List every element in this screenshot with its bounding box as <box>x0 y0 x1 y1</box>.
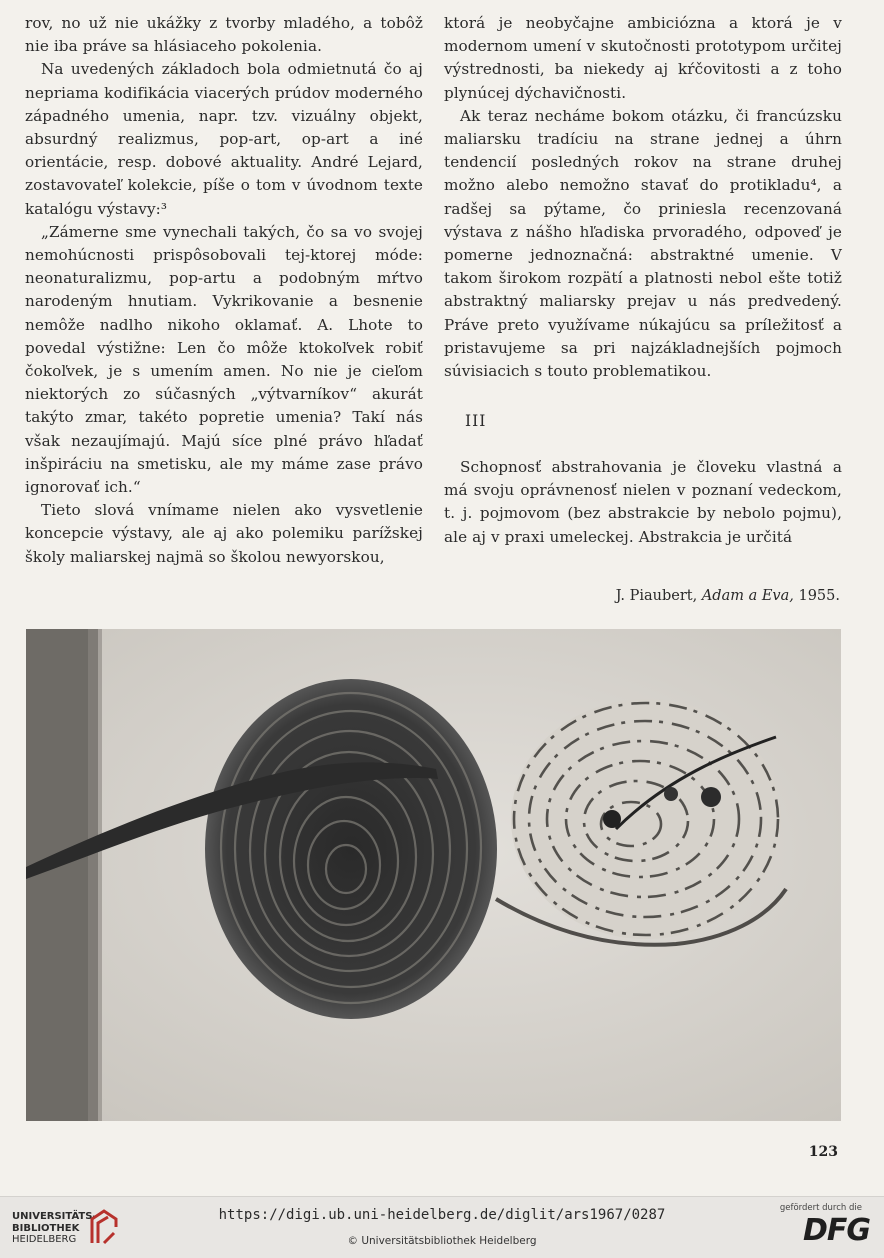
caption-author: J. Piaubert, <box>615 588 698 604</box>
funding-label: gefördert durch die <box>779 1203 862 1213</box>
paragraph: ktorá je neobyčajne ambiciózna a ktorá je v modernom umení v skutočnosti prototypom určitej výstrednosti, ba niekedy aj kŕčovitosti a z toho plynúcej dýchavičnosti. <box>444 14 842 102</box>
caption-title: Adam a Eva, <box>701 588 794 604</box>
paragraph: Tieto slová vnímame nielen ako vysvetlenie koncepcie výstavy, ale aj ako polemiku parížskej školy maliarskej najmä so školou newyorskou, <box>25 501 423 566</box>
left-text-column <box>25 12 423 569</box>
right-text-column <box>444 12 842 383</box>
artwork-illustration <box>26 629 841 1121</box>
library-line-2: BIBLIOTHEK <box>12 1222 80 1234</box>
page-number: 123 <box>808 1144 838 1160</box>
document-url-link[interactable]: https://digi.ub.uni-heidelberg.de/diglit/ars1967/0287 <box>218 1207 666 1223</box>
footer-bar <box>0 1196 884 1258</box>
section-number: III <box>465 412 487 430</box>
section-paragraph <box>444 456 842 549</box>
library-line-1: UNIVERSITÄTS- <box>12 1211 97 1222</box>
paragraph: rov, no už nie ukážky z tvorby mladého, a tobôž nie iba práve sa hlásiaceho pokolenia. <box>25 14 423 56</box>
library-line-3: HEIDELBERG <box>12 1234 77 1245</box>
quotation-paragraph: „Zámerne sme vynechali takých, čo sa vo svojej nemohúcnosti prispôsobovali tej-ktorej móde: neonaturalizmu, pop-artu a podobným mŕtvo narodeným hnutiam. Vykrikovanie a besnenie nemôže nadlho nikoho oklamať. A. Lhote to povedal výstižne: Len čo môže ktokoľvek robiť čokoľvek, je s umením amen. No nie je cieľom niektorých zo súčasných „výtvarníkov“ akurát takýto zmar, takéto popretie umenia? Takí nás však nezaujímajú. Majú síce plné právo hľadať inšpiráciu na smetisku, ale my máme zase právo ignorovať ich.“ <box>25 222 423 497</box>
paragraph: Ak teraz necháme bokom otázku, či francúzsku maliarsku tradíciu na strane jednej a úhrn tendencií posledných rokov na strane druhej možno alebo nemožno stavať do protikladu⁴, a radšej sa pýtame, čo priniesla recenzovaná výstava z nášho hľadiska prvoradého, odpoveď je pomerne jednoznačná: abstraktné umenie. V takom širokom rozpätí a platnosti nebol ešte totiž abstraktný maliarsky prejav u nás predvedený. Práve preto využívame núkajúcu sa príležitosť a pristavujeme sa pri najzákladnejších pojmoch súvisiacich s touto problematikou. <box>444 106 842 381</box>
dfg-logo: DFG <box>802 1213 870 1248</box>
caption-year: 1955. <box>798 588 840 604</box>
paragraph: Schopnosť abstrahovania je človeku vlastná a má svoju oprávnenosť nielen v poznaní vedeckom, t. j. pojmovom (bez abstrakcie by nebolo pojmu), ale aj v praxi umeleckej. Abstrakcia je určitá <box>444 458 842 546</box>
artwork-image <box>26 629 841 1121</box>
copyright-notice: © Universitätsbibliothek Heidelberg <box>347 1235 537 1247</box>
figure-caption <box>616 588 840 604</box>
paragraph: Na uvedených základoch bola odmietnutá čo aj nepriama kodifikácia viacerých prúdov moderného západného umenia, napr. tzv. vizuálny objekt, absurdný realizmus, pop-art, op-art a iné orientácie, resp. dobové aktuality. André Lejard, zostavovateľ kolekcie, píše o tom v úvodnom texte katalógu výstavy:³ <box>25 60 423 218</box>
